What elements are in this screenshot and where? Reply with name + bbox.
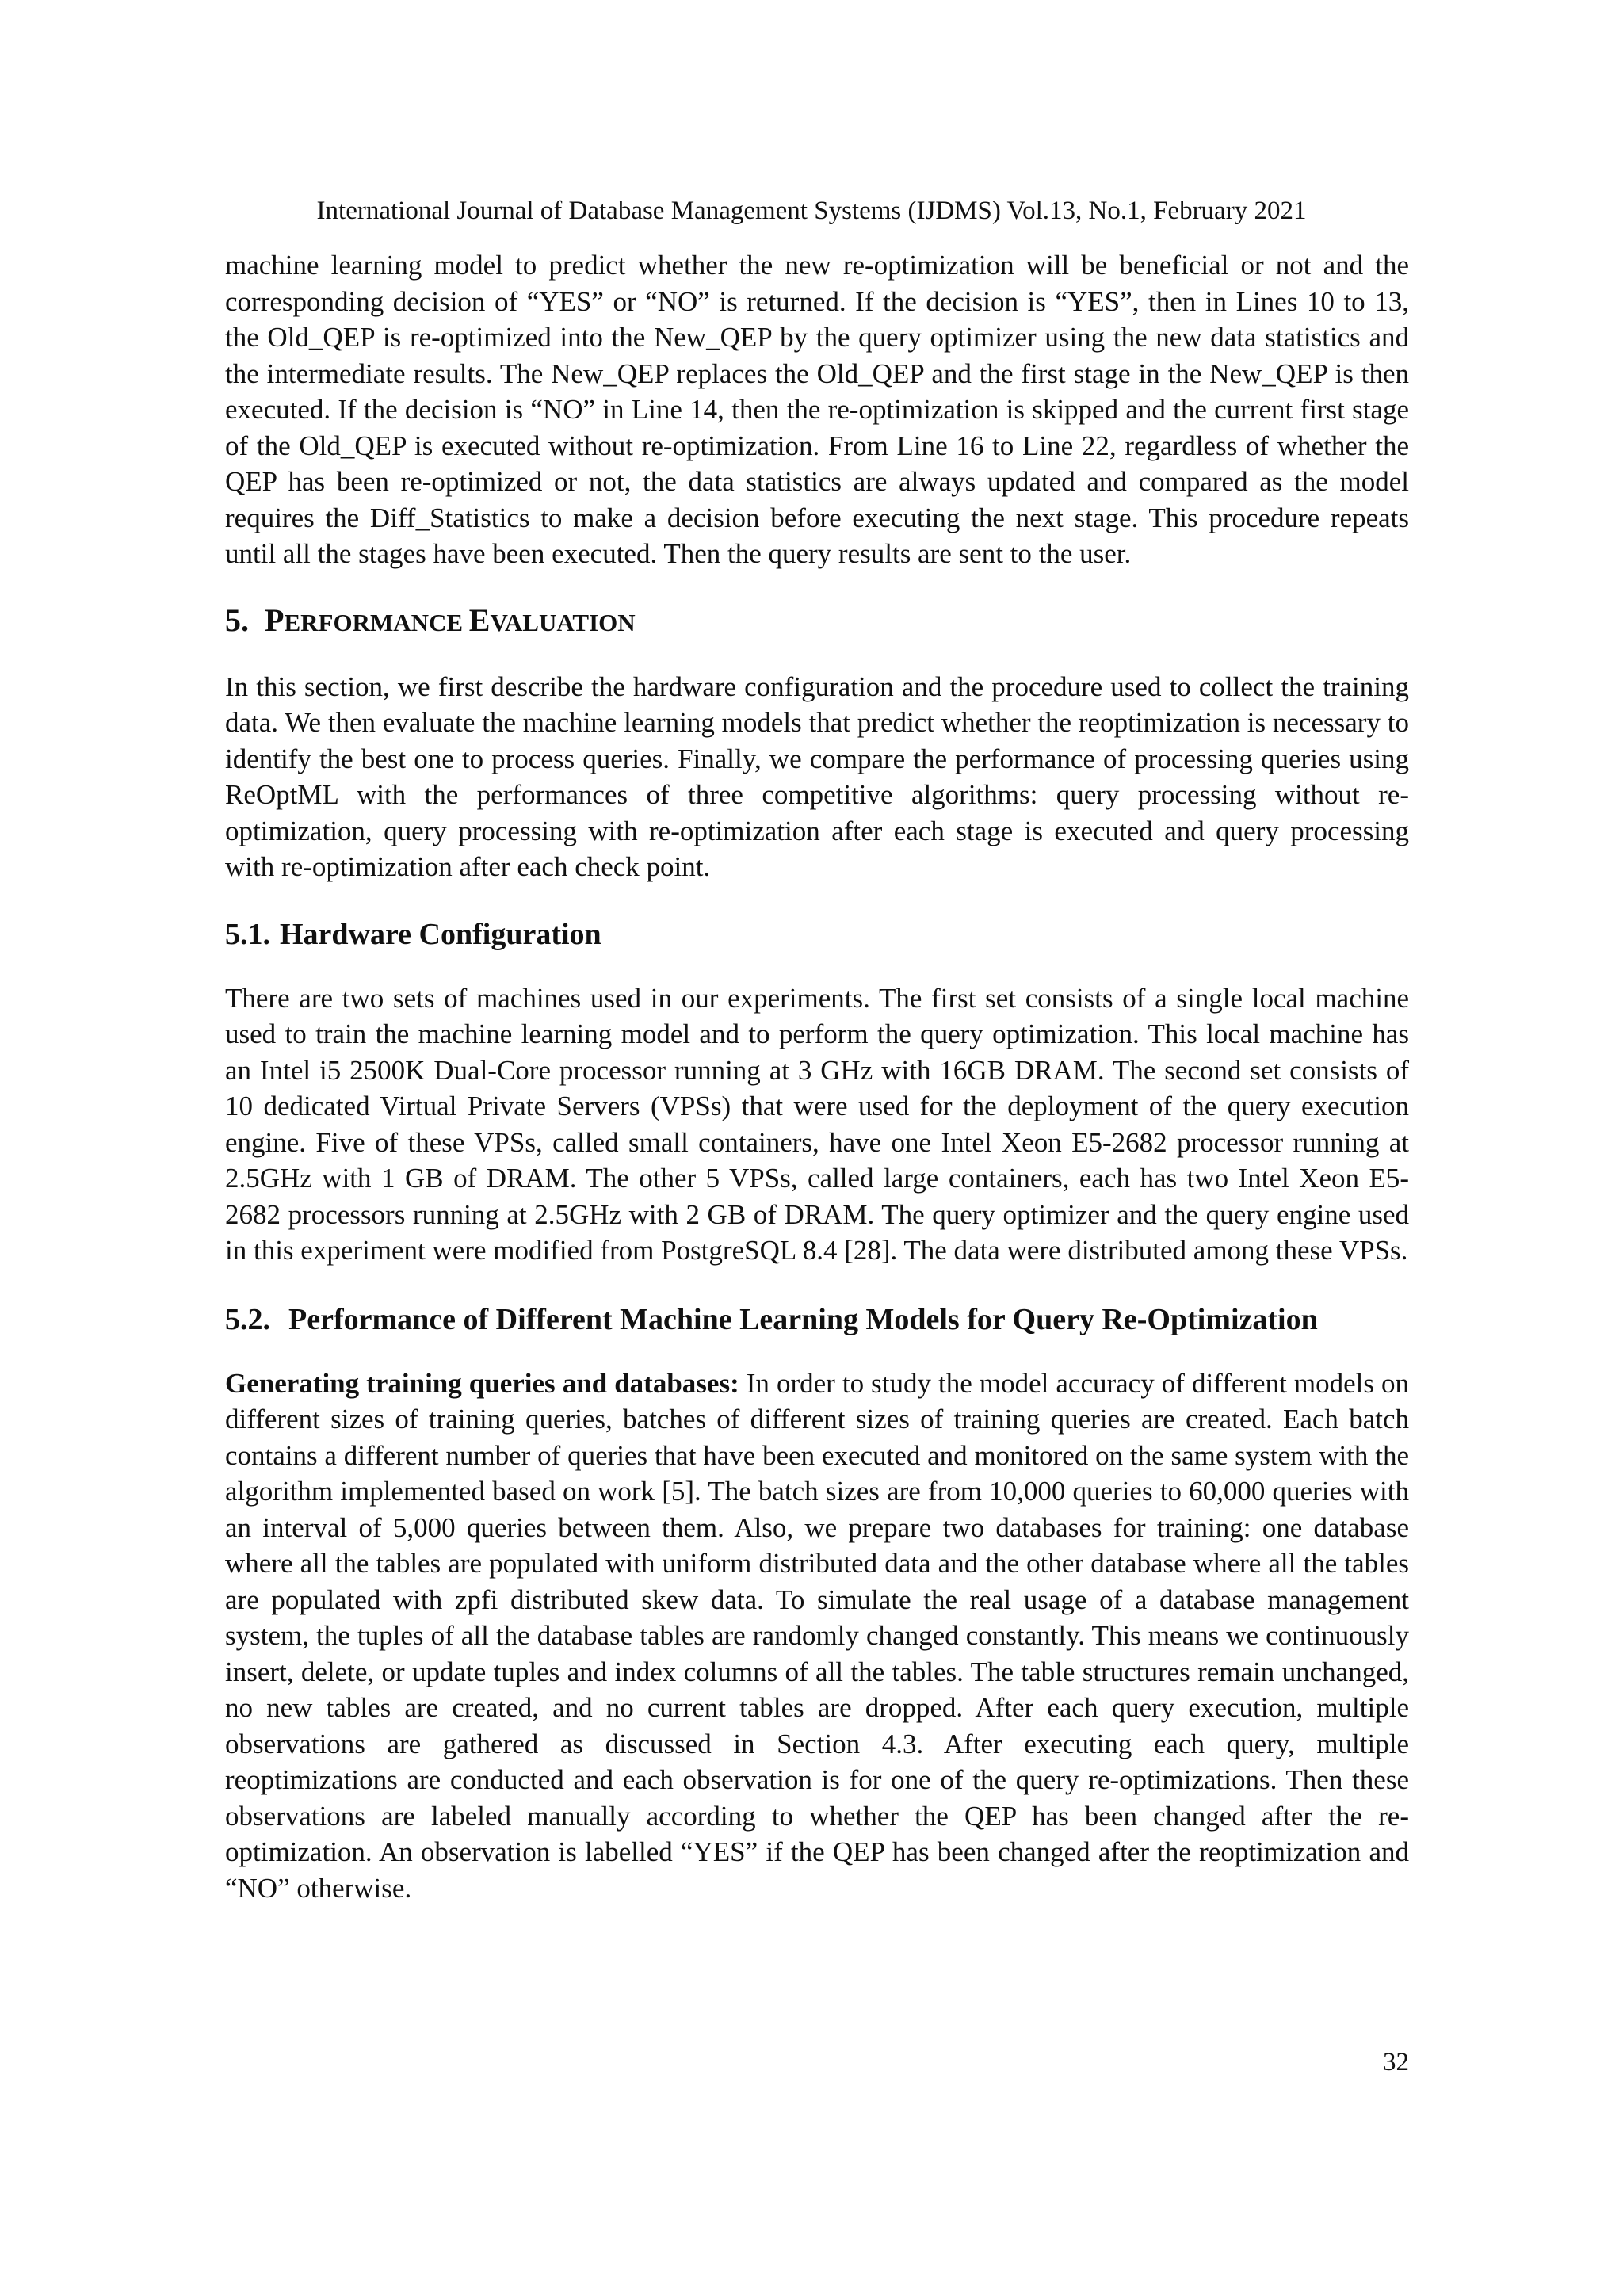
section-5-2-heading: [225, 1301, 1409, 1339]
section-5-1-number: 5.1.: [225, 917, 270, 951]
section-5-number: 5.: [225, 602, 249, 638]
section-5-2-lead: Generating training queries and databases:: [225, 1367, 739, 1399]
section-5-title-rest-1: ERFORMANCE: [284, 608, 469, 636]
section-5-title-cap-2: E: [468, 602, 491, 638]
section-5-1-heading: [225, 915, 1409, 953]
intro-paragraph: machine learning model to predict whether the new re-optimization will be beneficial or not and the corresponding decision of “YES” or “NO” is returned. If the decision is “YES”, then in Lines 10 to 13, the Old_QEP is re-optimized into the New_QEP by the query optimizer using the new data statistics and the intermediate results. The New_QEP replaces the Old_QEP and the first stage in the New_QEP is then executed. If the decision is “NO” in Line 14, then the re-optimization is skipped and the current first stage of the Old_QEP is executed without re-optimization. From Line 16 to Line 22, regardless of whether the QEP has been re-optimized or not, the data statistics are always updated and compared as the model requires the Diff_Statistics to make a decision before executing the next stage. This procedure repeats until all the stages have been executed. Then the query results are sent to the user.: [225, 250, 1409, 569]
section-5-2-paragraph: [225, 1366, 1409, 1907]
page-number: 32: [1383, 2048, 1409, 2076]
section-5-1-title: Hardware Configuration: [280, 917, 601, 951]
section-5-paragraph: In this section, we first describe the hardware configuration and the procedure used to collect the training data. We then evaluate the machine learning models that predict whether the reoptimization is necessary to identify the best one to process queries. Finally, we compare the performance of processing queries using ReOptML with the performances of three competitive algorithms: query processing without re-optimization, query processing with re-optimization after each stage is executed and query processing with re-optimization after each check point.: [225, 670, 1409, 882]
section-5-2-number: 5.2.: [225, 1302, 270, 1336]
section-5-2-title: Performance of Different Machine Learning Models for Query Re-Optimization: [288, 1302, 1318, 1336]
section-5-title-cap-1: P: [265, 602, 285, 638]
section-5-2-text: In order to study the model accuracy of different models on different sizes of training queries, batches of different sizes of training queries are created. Each batch contains a different number of queries that have been executed and monitored on the same system with the algorithm implemented based on work [5]. The batch sizes are from 10,000 queries to 60,000 queries with an interval of 5,000 queries between them. Also, we prepare two databases for training: one database where all the tables are populated with uniform distributed data and the other database where all the tables are populated with zpfi distributed skew data. To simulate the real usage of a database management system, the tuples of all the database tables are randomly changed constantly. This means we continuously insert, delete, or update tuples and index columns of all the tables. The table structures remain unchanged, no new tables are created, and no current tables are dropped. After each query execution, multiple observations are gathered as discussed in Section 4.3. After executing each query, multiple reoptimizations are conducted and each observation is for one of the query re-optimizations. Then these observations are labeled manually according to whether the QEP has been changed after the re-optimization. An observation is labelled “YES” if the QEP has been changed after the reoptimization and “NO” otherwise.: [225, 1367, 1409, 1904]
section-5-1-paragraph: There are two sets of machines used in our experiments. The first set consists of a single local machine used to train the machine learning model and to perform the query optimization. This local machine has an Intel i5 2500K Dual-Core processor running at 3 GHz with 16GB DRAM. The second set consists of 10 dedicated Virtual Private Servers (VPSs) that were used for the deployment of the query execution engine. Five of these VPSs, called small containers, have one Intel Xeon E5-2682 processor running at 2.5GHz with 1 GB of DRAM. The other 5 VPSs, called large containers, each has two Intel Xeon E5-2682 processors running at 2.5GHz with 2 GB of DRAM. The query optimizer and the query engine used in this experiment were modified from PostgreSQL 8.4 [28]. The data were distributed among these VPSs.: [225, 982, 1409, 1266]
page-content: [225, 247, 1409, 1906]
section-5-heading: [225, 602, 1409, 642]
section-5-title-rest-2: VALUATION: [490, 608, 636, 636]
running-header: International Journal of Database Management Systems (IJDMS) Vol.13, No.1, February 2021: [316, 197, 1307, 225]
